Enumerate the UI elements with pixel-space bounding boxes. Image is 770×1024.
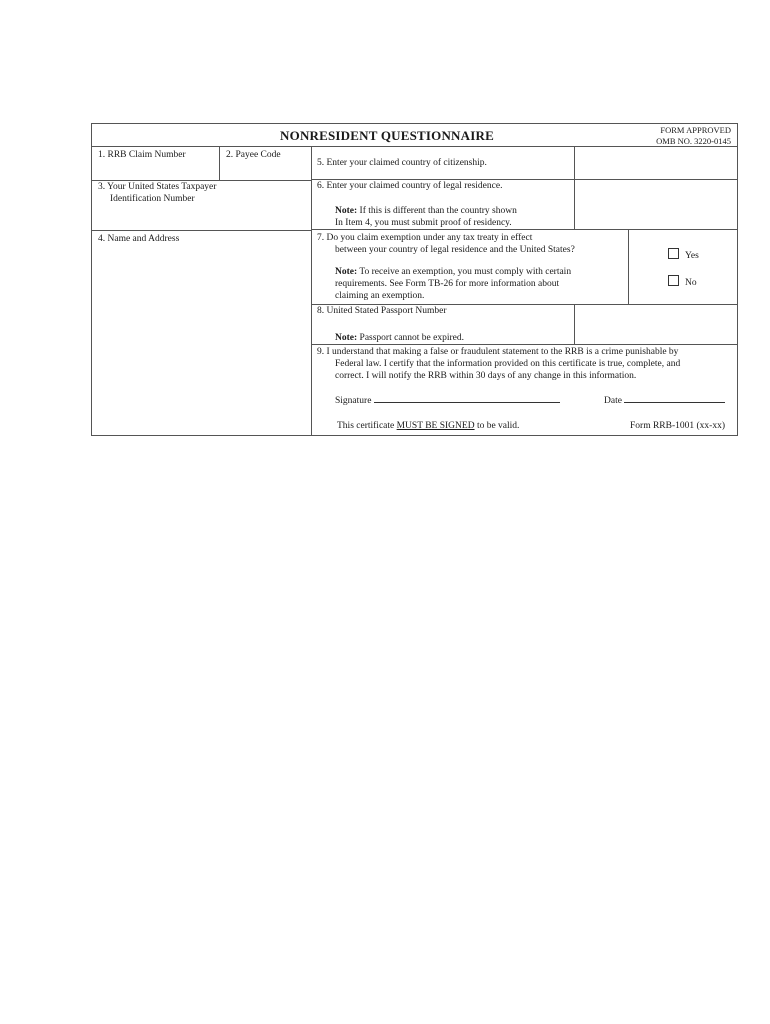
approval-line-1: FORM APPROVED (660, 125, 731, 135)
signature-line[interactable] (335, 394, 560, 407)
validity-emphasis: MUST BE SIGNED (396, 421, 475, 431)
yes-label: Yes (685, 251, 699, 261)
main-column-divider (311, 146, 312, 436)
form-number: Form RRB-1001 (xx-xx) (630, 421, 725, 431)
item8-note (335, 332, 464, 344)
item8-label: 8. United Stated Passport Number (317, 306, 447, 316)
item9-line2: Federal law. I certify that the information provided on this certificate is true, complete, and (335, 359, 681, 369)
validity-prefix: This certificate (337, 421, 397, 431)
item6-note-text: If this is different than the country shown (357, 206, 517, 216)
item6-note-line2: In Item 4, you must submit proof of residency. (335, 218, 512, 228)
left-row2-divider (92, 230, 311, 231)
item7-note-line2: requirements. See Form TB-26 for more information about (335, 279, 560, 289)
item8-divider (311, 344, 737, 345)
item6-note-line1 (335, 205, 517, 217)
item6-divider (311, 229, 737, 230)
no-checkbox[interactable] (668, 275, 679, 286)
no-label: No (685, 278, 697, 288)
item7-note-text: To receive an exemption, you must comply with certain (357, 267, 572, 277)
date-blank[interactable] (624, 394, 725, 403)
item3-label-line1: 3. Your United States Taxpayer (98, 182, 217, 192)
item7-label-line1: 7. Do you claim exemption under any tax treaty in effect (317, 233, 533, 243)
form-approval (656, 125, 731, 147)
item9-line3: correct. I will notify the RRB within 30 days of any change in this information. (335, 371, 637, 381)
validity-statement (337, 420, 519, 432)
item3-label-line2: Identification Number (110, 194, 195, 204)
item8-passport-number-input[interactable] (575, 305, 737, 344)
item5-country-citizenship-input[interactable] (575, 147, 737, 179)
item1-claim-number-field[interactable]: 1. RRB Claim Number (98, 150, 186, 160)
item7-label-line2: between your country of legal residence and the United States? (335, 245, 575, 255)
item7-note-line3: claiming an exemption. (335, 291, 425, 301)
nonresident-questionnaire-form (91, 123, 738, 436)
date-line[interactable] (604, 394, 725, 407)
item7-note-prefix: Note: (335, 267, 358, 277)
omb-number: OMB NO. 3220-0145 (656, 136, 731, 146)
item8-note-prefix: Note: (335, 333, 358, 343)
item8-note-text: Passport cannot be expired. (357, 333, 465, 343)
item7-note-line1 (335, 266, 571, 278)
item1-item2-divider (219, 146, 220, 180)
item5-label: 5. Enter your claimed country of citizenship. (317, 158, 487, 168)
signature-label: Signature (335, 396, 372, 406)
yes-checkbox[interactable] (668, 248, 679, 259)
item6-label: 6. Enter your claimed country of legal residence. (317, 181, 503, 191)
form-title: NONRESIDENT QUESTIONNAIRE (280, 128, 494, 143)
signature-blank[interactable] (374, 394, 560, 403)
date-label: Date (604, 396, 622, 406)
item9-line1: 9. I understand that making a false or fraudulent statement to the RRB is a crime punishable by (317, 347, 679, 357)
item6-country-residence-input[interactable] (575, 180, 737, 229)
item6-note-prefix: Note: (335, 206, 358, 216)
validity-suffix: to be valid. (474, 421, 520, 431)
item4-name-address-field[interactable]: 4. Name and Address (98, 234, 180, 244)
yes-no-column-divider (628, 229, 629, 304)
item2-payee-code-field[interactable]: 2. Payee Code (226, 150, 281, 160)
